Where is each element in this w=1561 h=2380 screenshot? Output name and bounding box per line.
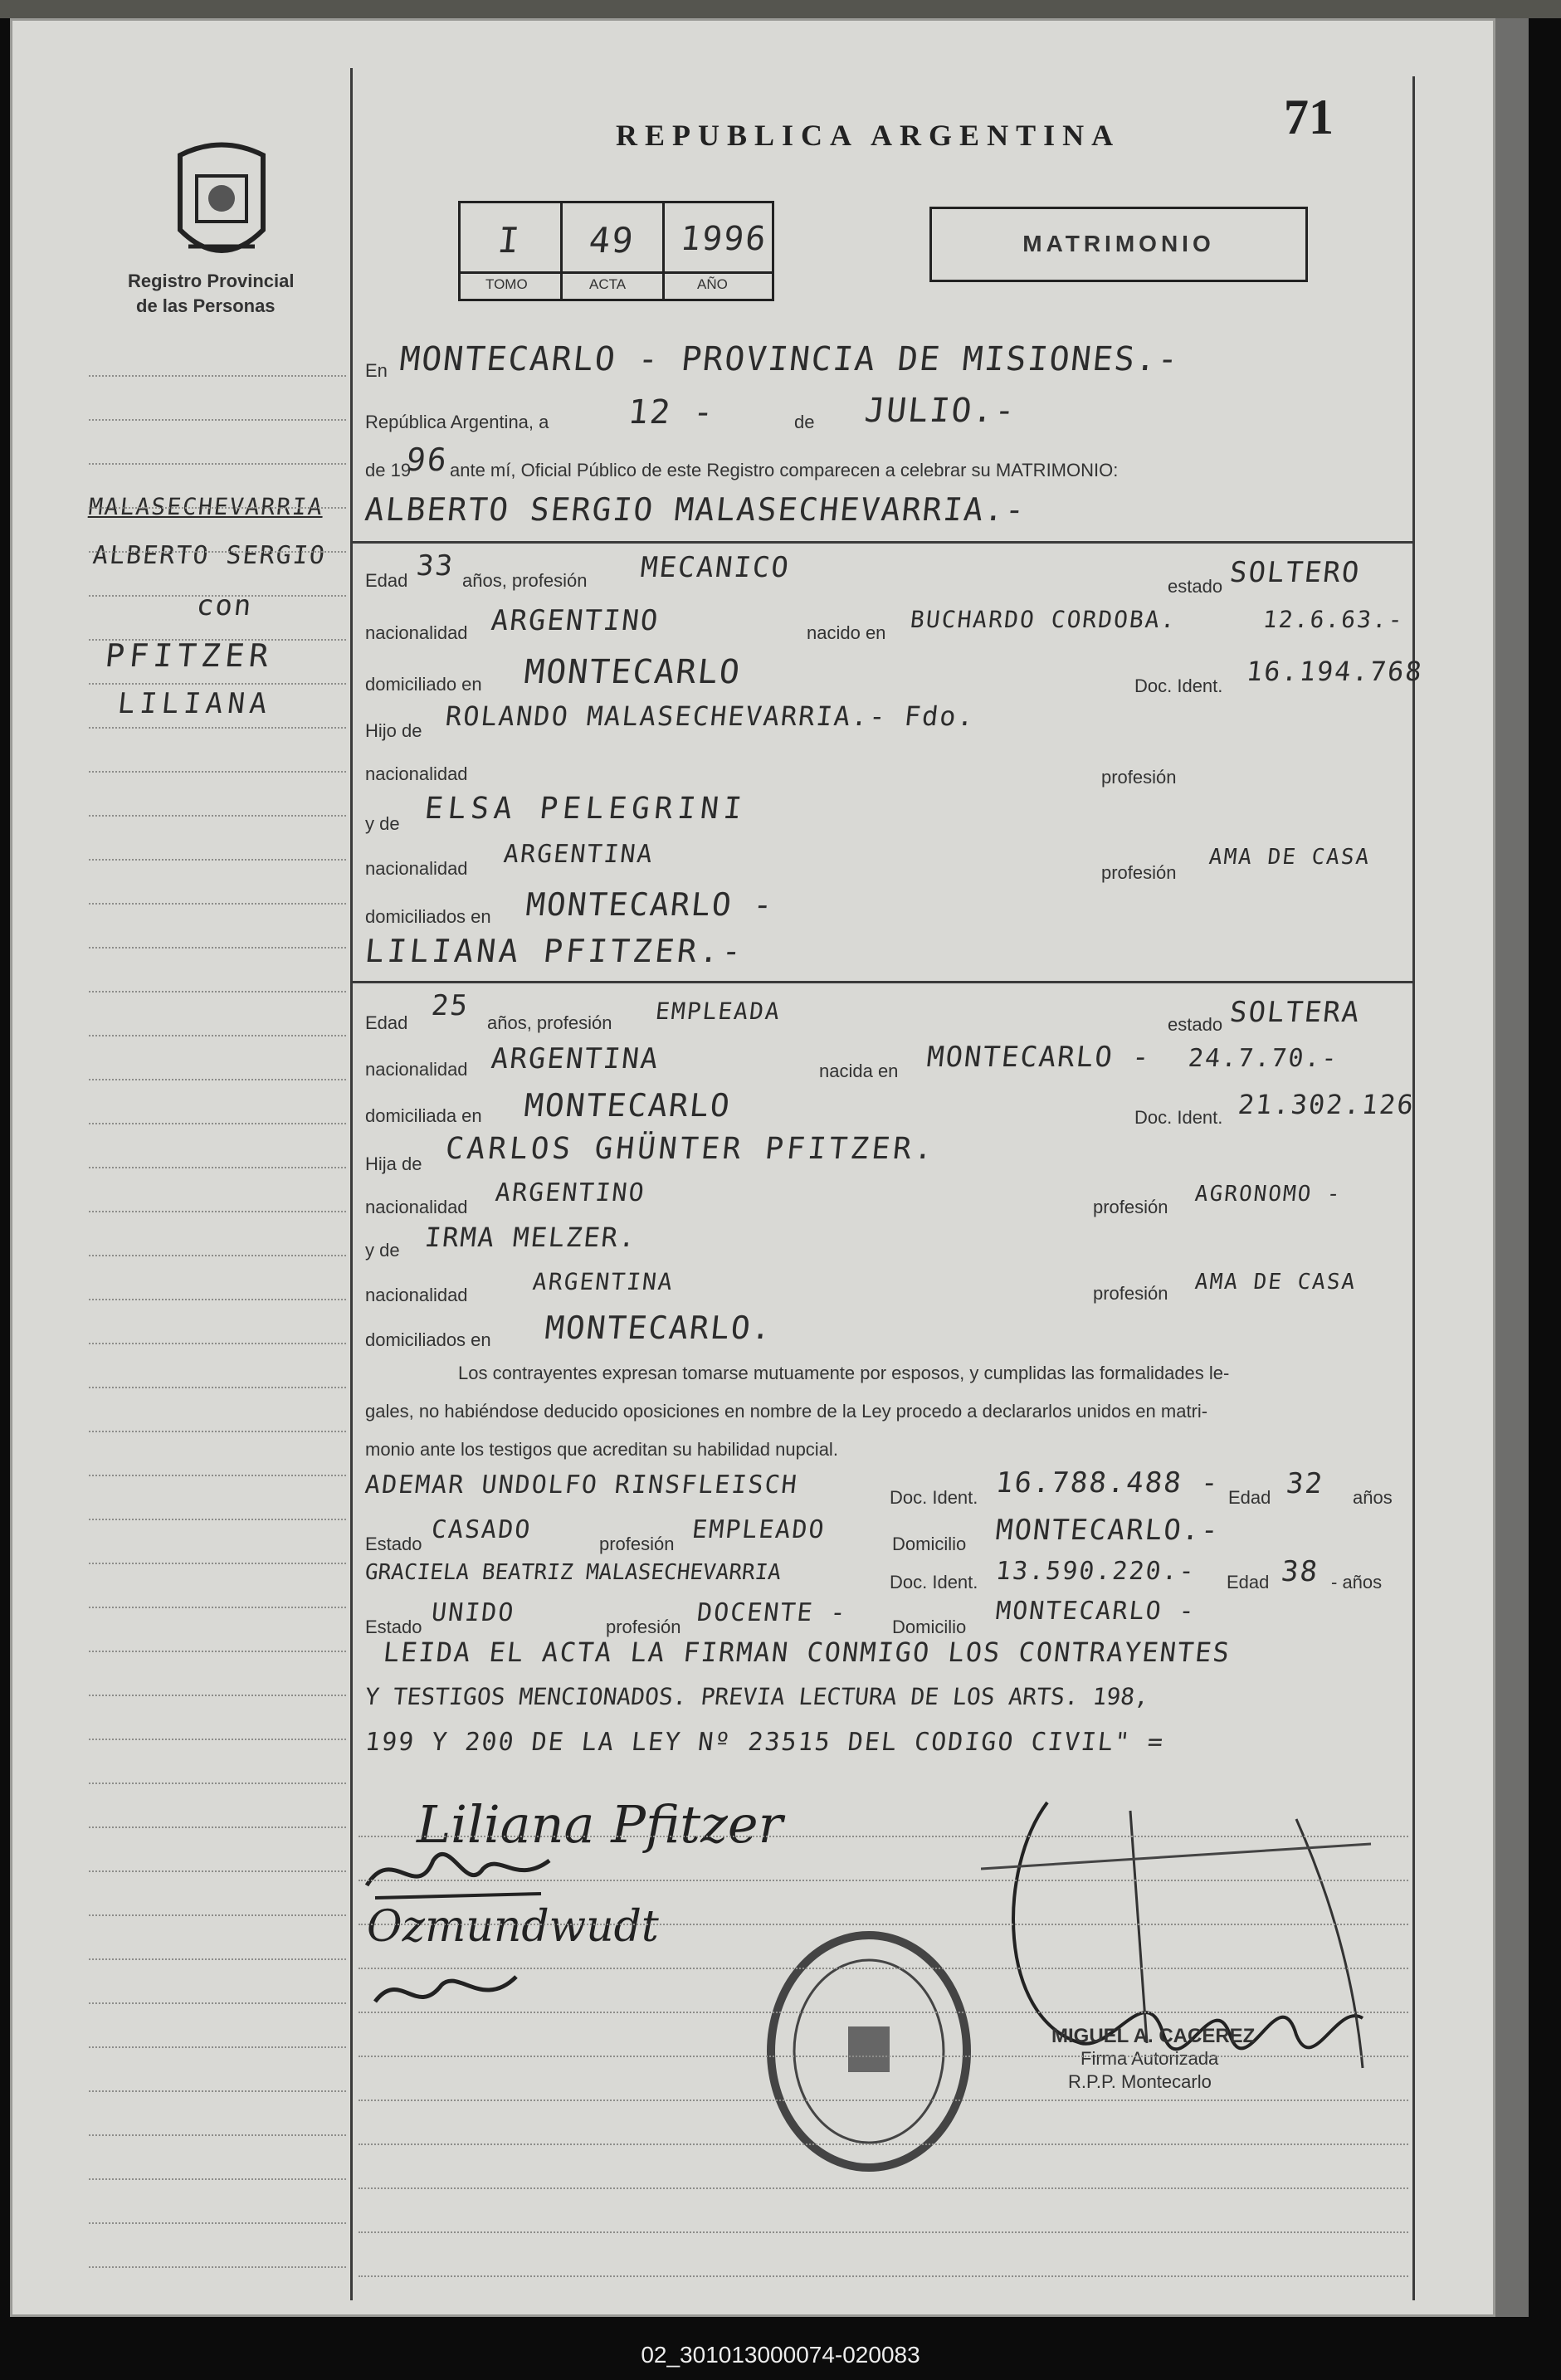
body-ruled-line bbox=[359, 2231, 1408, 2233]
margin-ruled-line bbox=[89, 1739, 346, 1740]
witness2-profession: DOCENTE - bbox=[695, 1598, 849, 1627]
declaration-line3: monio ante los testigos que acreditan su habilidad nupcial. bbox=[365, 1439, 838, 1460]
witness1-domicile: MONTECARLO.- bbox=[993, 1514, 1222, 1547]
margin-ruled-line bbox=[89, 2090, 346, 2092]
groom-yde-label: y de bbox=[365, 813, 400, 834]
margin-ruled-line bbox=[89, 1475, 346, 1476]
margin-ruled-line bbox=[89, 551, 346, 553]
right-frame-rule bbox=[1412, 76, 1415, 2300]
groom-domicile: MONTECARLO bbox=[522, 653, 744, 691]
book-right-edge bbox=[1495, 18, 1529, 2317]
bride-nationality: ARGENTINA bbox=[489, 1042, 661, 1075]
groom-father: ROLANDO MALASECHEVARRIA.- Fdo. bbox=[444, 700, 977, 732]
place: MONTECARLO - PROVINCIA DE MISIONES.- bbox=[398, 340, 1182, 378]
closing-line1: LEIDA EL ACTA LA FIRMAN CONMIGO LOS CONTRAYENTES bbox=[382, 1636, 1232, 1668]
groom-mother-nac-label: nacionalidad bbox=[365, 858, 468, 879]
groom-mother-prof-label: profesión bbox=[1101, 862, 1177, 883]
bride-mother-nac-label: nacionalidad bbox=[365, 1285, 468, 1305]
groom-parents-domicile: MONTECARLO - bbox=[524, 886, 776, 923]
margin-bride-surname: PFITZER bbox=[103, 637, 276, 674]
margin-ruled-line bbox=[89, 1167, 346, 1168]
page-number: 71 bbox=[1284, 90, 1334, 144]
groom-parents-dom-label: domiciliados en bbox=[365, 906, 491, 927]
groom-name: ALBERTO SERGIO MALASECHEVARRIA.- bbox=[363, 491, 1028, 528]
bride-father-nationality: ARGENTINO bbox=[494, 1178, 647, 1207]
country-heading: REPUBLICA ARGENTINA bbox=[616, 119, 1121, 152]
bride-parents-dom-label: domiciliados en bbox=[365, 1329, 491, 1350]
bride-estado: SOLTERA bbox=[1227, 996, 1363, 1029]
bride-father: CARLOS GHÜNTER PFITZER. bbox=[443, 1132, 938, 1166]
margin-ruled-line bbox=[89, 771, 346, 773]
body-ruled-line bbox=[359, 2012, 1408, 2013]
margin-ruled-line bbox=[89, 1211, 346, 1212]
witness2-age: 38 bbox=[1279, 1555, 1321, 1588]
body-ruled-line bbox=[359, 1924, 1408, 1925]
closing-line2: Y TESTIGOS MENCIONADOS. PREVIA LECTURA DE LOS ARTS. 198, bbox=[363, 1683, 1150, 1710]
statement: ante mí, Oficial Público de este Registro comparecen a celebrar su MATRIMONIO: bbox=[450, 460, 1119, 480]
margin-rule bbox=[350, 68, 353, 2300]
margin-bride-given: LILIANA bbox=[115, 687, 274, 720]
bride-parents-domicile: MONTECARLO. bbox=[543, 1309, 774, 1346]
bride-name: LILIANA PFITZER.- bbox=[363, 933, 747, 969]
margin-ruled-line bbox=[89, 1255, 346, 1256]
de-label: de bbox=[794, 412, 815, 432]
groom-signature bbox=[359, 1836, 558, 1910]
witness2-doc-label: Doc. Ident. bbox=[890, 1572, 978, 1592]
body-ruled-line bbox=[359, 1968, 1408, 1969]
image-id-footer: 02_301013000074-020083 bbox=[641, 2342, 920, 2368]
margin-ruled-line bbox=[89, 683, 346, 685]
ano-label: AÑO bbox=[697, 276, 728, 292]
groom-mother-nationality: ARGENTINA bbox=[502, 840, 656, 869]
groom-father-nac-label: nacionalidad bbox=[365, 763, 468, 784]
bride-edad-label: Edad bbox=[365, 1012, 408, 1033]
groom-nac-label: nacionalidad bbox=[365, 622, 468, 643]
margin-ruled-line bbox=[89, 1123, 346, 1124]
republica-label: República Argentina, a bbox=[365, 412, 549, 432]
witness2-domicile: MONTECARLO - bbox=[994, 1597, 1198, 1626]
margin-ruled-line bbox=[89, 2002, 346, 2004]
bride-age: 25 bbox=[429, 989, 471, 1022]
margin-ruled-line bbox=[89, 1870, 346, 1872]
margin-ruled-line bbox=[89, 1958, 346, 1960]
province-seal-icon bbox=[163, 139, 280, 271]
official-office: R.P.P. Montecarlo bbox=[1068, 2071, 1212, 2092]
margin-given: ALBERTO SERGIO bbox=[91, 541, 328, 570]
bride-nac-label: nacionalidad bbox=[365, 1059, 468, 1080]
bride-mother: IRMA MELZER. bbox=[423, 1222, 639, 1253]
registry-name-line2: de las Personas bbox=[136, 295, 276, 316]
witness1-age: 32 bbox=[1284, 1467, 1326, 1500]
bride-separator bbox=[353, 981, 1415, 983]
groom-doc-label: Doc. Ident. bbox=[1134, 675, 1223, 696]
groom-profession: MECANICO bbox=[638, 551, 792, 584]
body-ruled-line bbox=[359, 2275, 1408, 2277]
body-ruled-line bbox=[359, 1836, 1408, 1837]
witness2-anos-label: - años bbox=[1331, 1572, 1383, 1592]
acta-label: ACTA bbox=[589, 276, 627, 292]
margin-ruled-line bbox=[89, 375, 346, 377]
bride-mother-prof-label: profesión bbox=[1093, 1283, 1168, 1304]
margin-ruled-line bbox=[89, 1387, 346, 1388]
witness1-name: ADEMAR UNDOLFO RINSFLEISCH bbox=[363, 1470, 800, 1500]
bride-doc-label: Doc. Ident. bbox=[1134, 1107, 1223, 1128]
groom-mother-profession: AMA DE CASA bbox=[1207, 845, 1372, 870]
year-suffix: 96 bbox=[404, 441, 451, 478]
body-ruled-line bbox=[359, 1880, 1408, 1881]
margin-ruled-line bbox=[89, 1695, 346, 1696]
official-name: MIGUEL A. CACEREZ bbox=[1051, 2025, 1256, 2047]
margin-ruled-line bbox=[89, 1826, 346, 1828]
bride-mother-profession: AMA DE CASA bbox=[1193, 1270, 1358, 1295]
registry-stamp-icon bbox=[761, 1927, 977, 2176]
witness1-profession: EMPLEADO bbox=[690, 1515, 827, 1544]
witness1-doc: 16.788.488 - bbox=[993, 1466, 1222, 1500]
margin-ruled-line bbox=[89, 2134, 346, 2136]
bride-signature: Liliana Pfitzer bbox=[417, 1794, 783, 1855]
groom-nacido-label: nacido en bbox=[807, 622, 886, 643]
margin-ruled-line bbox=[89, 903, 346, 905]
year-prefix: de 19 bbox=[365, 460, 412, 480]
bride-birthplace: MONTECARLO - bbox=[924, 1041, 1153, 1074]
witness1-dom-label: Domicilio bbox=[892, 1534, 967, 1554]
groom-mother: ELSA PELEGRINI bbox=[422, 792, 749, 826]
margin-ruled-line bbox=[89, 2046, 346, 2048]
witness2-doc: 13.590.220.- bbox=[994, 1557, 1198, 1586]
bride-profession: EMPLEADA bbox=[654, 997, 783, 1025]
margin-ruled-line bbox=[89, 859, 346, 861]
record-type-box bbox=[929, 207, 1308, 282]
margin-surname: MALASECHEVARRIA bbox=[87, 493, 325, 520]
bride-father-prof-label: profesión bbox=[1093, 1197, 1168, 1217]
margin-ruled-line bbox=[89, 1431, 346, 1432]
bride-father-profession: AGRONOMO - bbox=[1193, 1182, 1344, 1207]
margin-ruled-line bbox=[89, 2178, 346, 2180]
margin-ruled-line bbox=[89, 1651, 346, 1652]
witness2-estado-label: Estado bbox=[365, 1617, 422, 1637]
margin-ruled-line bbox=[89, 419, 346, 421]
margin-ruled-line bbox=[89, 639, 346, 641]
tomo-label: TOMO bbox=[485, 276, 528, 292]
bride-dom-label: domiciliada en bbox=[365, 1105, 482, 1126]
acta-value: 49 bbox=[587, 220, 637, 261]
margin-ruled-line bbox=[89, 1035, 346, 1036]
bride-father-nac-label: nacionalidad bbox=[365, 1197, 468, 1217]
book-top-edge bbox=[0, 0, 1561, 18]
ano-value: 1996 bbox=[678, 220, 769, 258]
margin-ruled-line bbox=[89, 1299, 346, 1300]
witness2-name: GRACIELA BEATRIZ MALASECHEVARRIA bbox=[363, 1560, 783, 1585]
record-type: MATRIMONIO bbox=[1022, 231, 1215, 256]
tomo-value: I bbox=[495, 220, 523, 261]
registry-name-line1: Registro Provincial bbox=[128, 271, 295, 291]
bride-yde-label: y de bbox=[365, 1240, 400, 1261]
witness2-edad-label: Edad bbox=[1227, 1572, 1270, 1592]
margin-ruled-line bbox=[89, 1343, 346, 1344]
margin-ruled-line bbox=[89, 991, 346, 992]
body-ruled-line bbox=[359, 2056, 1408, 2057]
official-title: Firma Autorizada bbox=[1081, 2048, 1219, 2069]
witness2-prof-label: profesión bbox=[606, 1617, 681, 1637]
record-ref-box bbox=[458, 201, 774, 301]
witness2-signature bbox=[367, 1960, 533, 2026]
groom-estado: SOLTERO bbox=[1227, 556, 1363, 589]
margin-ruled-line bbox=[89, 1079, 346, 1080]
groom-age: 33 bbox=[414, 549, 456, 583]
groom-separator bbox=[353, 541, 1415, 544]
witness1-anos-label: años bbox=[1353, 1487, 1393, 1508]
bride-doc: 21.302.126 bbox=[1237, 1089, 1417, 1120]
closing-line3: 199 Y 200 DE LA LEY Nº 23515 DEL CODIGO CIVIL" = bbox=[363, 1728, 1166, 1757]
register-page bbox=[10, 18, 1495, 2317]
groom-father-prof-label: profesión bbox=[1101, 767, 1177, 788]
witness1-prof-label: profesión bbox=[599, 1534, 675, 1554]
body-ruled-line bbox=[359, 2100, 1408, 2101]
declaration-line2: gales, no habiéndose deducido oposiciones en nombre de la Ley procedo a declararlos unidos en matri- bbox=[365, 1401, 1208, 1422]
margin-con: con bbox=[194, 589, 255, 622]
body-ruled-line bbox=[359, 2187, 1408, 2189]
margin-ruled-line bbox=[89, 947, 346, 949]
groom-anos-label: años, profesión bbox=[462, 570, 588, 591]
groom-hijo-label: Hijo de bbox=[365, 720, 422, 741]
en-label: En bbox=[365, 360, 388, 381]
groom-edad-label: Edad bbox=[365, 570, 408, 591]
groom-birthdate: 12.6.63.- bbox=[1261, 606, 1406, 633]
margin-ruled-line bbox=[89, 1607, 346, 1608]
margin-ruled-line bbox=[89, 507, 346, 509]
margin-ruled-line bbox=[89, 727, 346, 729]
groom-nationality: ARGENTINO bbox=[489, 604, 661, 637]
margin-ruled-line bbox=[89, 1914, 346, 1916]
bride-hija-label: Hija de bbox=[365, 1153, 422, 1174]
witness-signature: Ozmundwudt bbox=[367, 1902, 659, 1952]
month: JULIO.- bbox=[862, 392, 1018, 430]
bride-birthdate: 24.7.70.- bbox=[1187, 1044, 1340, 1073]
margin-ruled-line bbox=[89, 1519, 346, 1520]
day: 12 - bbox=[626, 393, 717, 432]
groom-dom-label: domiciliado en bbox=[365, 674, 482, 695]
witness2-dom-label: Domicilio bbox=[892, 1617, 967, 1637]
bride-domicile: MONTECARLO bbox=[522, 1087, 734, 1124]
groom-birthplace: BUCHARDO CORDOBA. bbox=[909, 606, 1178, 633]
groom-estado-label: estado bbox=[1168, 576, 1223, 597]
margin-ruled-line bbox=[89, 463, 346, 465]
margin-ruled-line bbox=[89, 1563, 346, 1564]
bride-estado-label: estado bbox=[1168, 1014, 1223, 1035]
bride-mother-nationality: ARGENTINA bbox=[531, 1268, 676, 1295]
body-ruled-line bbox=[359, 2143, 1408, 2145]
margin-ruled-line bbox=[89, 2266, 346, 2268]
groom-doc: 16.194.768 bbox=[1245, 656, 1425, 687]
witness1-estado: CASADO bbox=[430, 1515, 534, 1544]
margin-ruled-line bbox=[89, 1783, 346, 1784]
declaration-line1: Los contrayentes expresan tomarse mutuamente por esposos, y cumplidas las formalidades le- bbox=[458, 1363, 1230, 1383]
margin-ruled-line bbox=[89, 815, 346, 817]
witness1-doc-label: Doc. Ident. bbox=[890, 1487, 978, 1508]
margin-ruled-line bbox=[89, 595, 346, 597]
margin-ruled-line bbox=[89, 2222, 346, 2224]
witness2-estado: UNIDO bbox=[430, 1598, 517, 1627]
witness1-estado-label: Estado bbox=[365, 1534, 422, 1554]
bride-nacida-label: nacida en bbox=[819, 1061, 899, 1081]
bride-anos-label: años, profesión bbox=[487, 1012, 612, 1033]
witness1-edad-label: Edad bbox=[1228, 1487, 1271, 1508]
